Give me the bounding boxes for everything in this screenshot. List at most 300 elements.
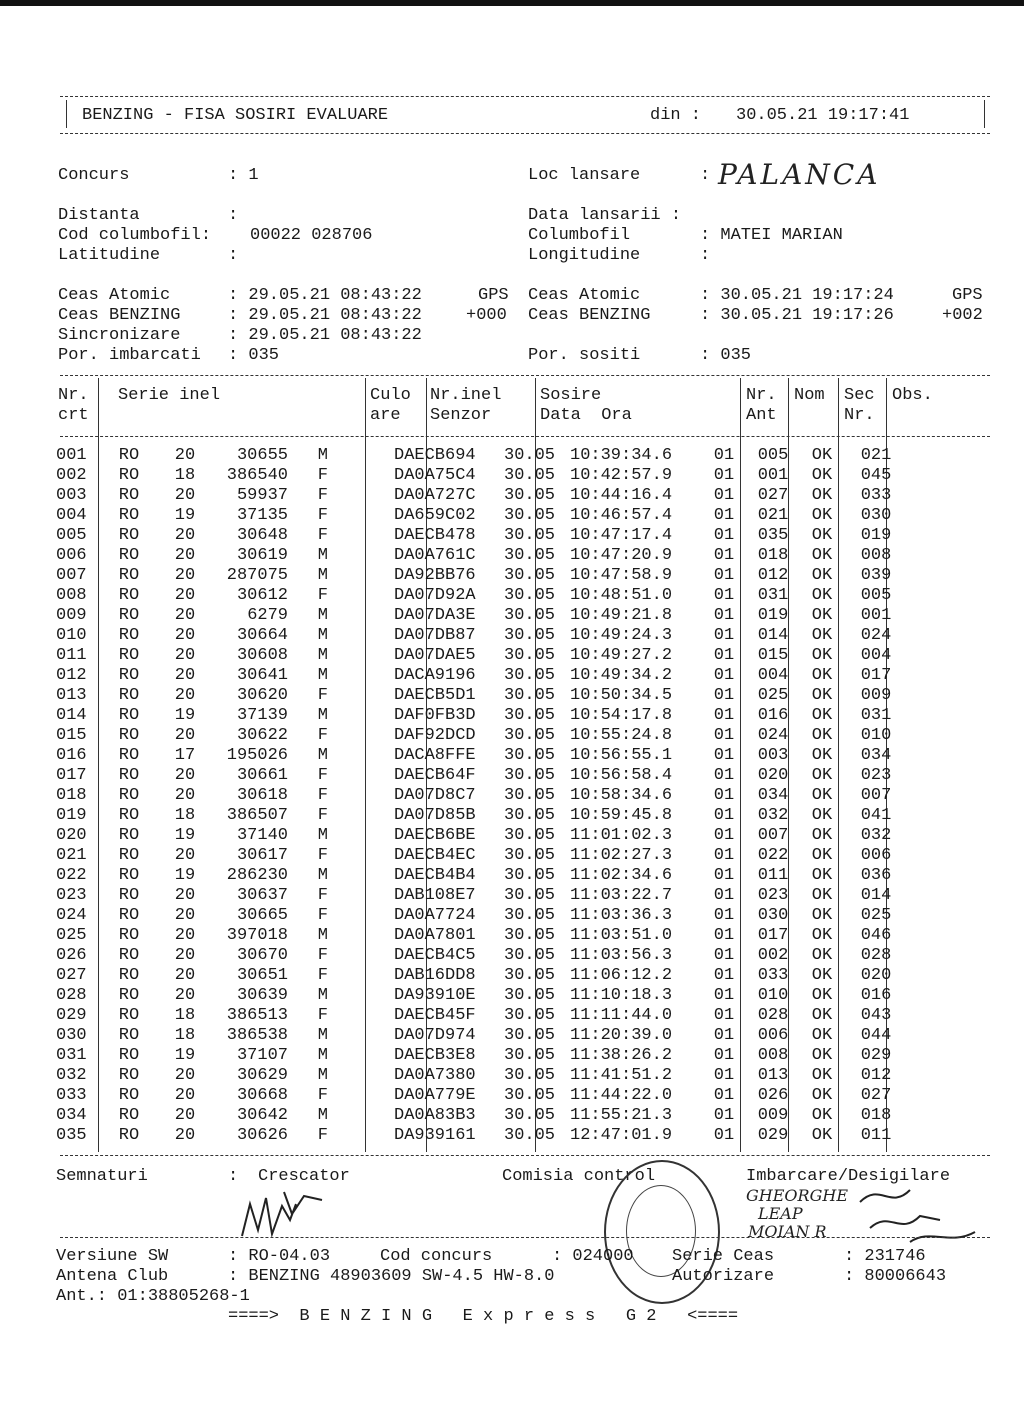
distanta-value: :	[228, 206, 239, 225]
col-ant-b: Ant	[746, 406, 777, 425]
row-ant: 01	[713, 1066, 735, 1085]
row-senzor: DAECB3E8	[394, 1046, 476, 1065]
row-nr: 004	[56, 506, 87, 525]
row-nom: 030	[757, 906, 789, 925]
clock-right-3-label: Por. sositi	[528, 346, 641, 365]
row-data: 30.05	[504, 1006, 556, 1025]
row-senzor: DA07D92A	[394, 586, 476, 605]
row-an: 20	[174, 906, 196, 925]
row-data: 30.05	[504, 626, 556, 645]
row-sex: F	[317, 586, 328, 605]
row-data: 30.05	[504, 806, 556, 825]
row-data: 30.05	[504, 506, 556, 525]
row-nom: 008	[757, 1046, 789, 1065]
row-nr: 014	[56, 706, 87, 725]
table-row	[56, 606, 906, 626]
row-obs: 010	[860, 726, 892, 745]
row-nom: 012	[757, 566, 789, 585]
row-culo	[328, 886, 390, 906]
row-inel: 30639	[236, 986, 288, 1005]
col-obs: Obs.	[892, 386, 933, 405]
footer-rule	[60, 1237, 990, 1238]
table-bottom-rule	[60, 1155, 990, 1156]
header-top-rule	[60, 96, 990, 97]
row-obs: 030	[860, 506, 892, 525]
row-senzor: DA07D8C7	[394, 786, 476, 805]
row-sex: M	[317, 746, 328, 765]
row-an: 20	[174, 526, 196, 545]
row-ora: 10:46:57.4	[570, 506, 673, 525]
row-inel: 30622	[236, 726, 288, 745]
row-data: 30.05	[504, 746, 556, 765]
latitudine-value: :	[228, 246, 239, 265]
semnaturi-label: Semnaturi	[56, 1167, 148, 1186]
row-culo	[328, 666, 390, 686]
row-nom: 002	[757, 946, 789, 965]
clock-left-2-suffix: +000	[466, 306, 507, 325]
row-data: 30.05	[504, 906, 556, 925]
benzing-express-line: ====> B E N Z I N G E x p r e s s G 2 <====	[228, 1307, 739, 1326]
table-row	[56, 646, 906, 666]
row-ora: 10:42:57.9	[570, 466, 673, 485]
row-nr: 016	[56, 746, 87, 765]
row-sex: M	[317, 926, 328, 945]
table-row	[56, 586, 906, 606]
row-ora: 11:41:51.2	[570, 1066, 673, 1085]
row-an: 19	[174, 706, 196, 725]
row-tara: RO	[118, 706, 140, 725]
row-sec: OK	[811, 706, 833, 725]
col-sec-a: Sec	[844, 386, 875, 405]
col-nom: Nom	[794, 386, 825, 405]
row-nom: 025	[757, 686, 789, 705]
row-sec: OK	[811, 506, 833, 525]
clock-left-3-value: : 29.05.21 08:43:22	[228, 326, 422, 345]
row-sex: F	[317, 886, 328, 905]
row-tara: RO	[118, 1126, 140, 1145]
row-obs: 018	[860, 1106, 892, 1125]
row-tara: RO	[118, 926, 140, 945]
row-an: 20	[174, 626, 196, 645]
clock-left-3-label: Sincronizare	[58, 326, 181, 345]
row-ant: 01	[713, 886, 735, 905]
row-ora: 10:48:51.0	[570, 586, 673, 605]
row-nom: 028	[757, 1006, 789, 1025]
row-nr: 011	[56, 646, 87, 665]
clock-left-4-value: : 035	[228, 346, 280, 365]
row-sec: OK	[811, 566, 833, 585]
serie-ceas-value: : 231746	[844, 1247, 926, 1266]
row-nom: 023	[757, 886, 789, 905]
row-data: 30.05	[504, 866, 556, 885]
row-obs: 004	[860, 646, 892, 665]
row-inel: 30612	[236, 586, 288, 605]
row-sex: F	[317, 786, 328, 805]
clock-right-1-label: Ceas Atomic	[528, 286, 641, 305]
row-data: 30.05	[504, 526, 556, 545]
row-culo	[328, 646, 390, 666]
row-obs: 045	[860, 466, 892, 485]
row-culo	[328, 1126, 390, 1146]
row-nr: 034	[56, 1106, 87, 1125]
row-senzor: DACA8FFE	[394, 746, 476, 765]
row-tara: RO	[118, 666, 140, 685]
versiune-label: Versiune SW	[56, 1247, 169, 1266]
row-tara: RO	[118, 446, 140, 465]
row-tara: RO	[118, 566, 140, 585]
row-an: 20	[174, 846, 196, 865]
clock-left-2-label: Ceas BENZING	[58, 306, 181, 325]
row-sec: OK	[811, 786, 833, 805]
arrivals-table-body	[56, 446, 906, 1146]
row-sex: M	[317, 626, 328, 645]
row-culo	[328, 586, 390, 606]
antena-label: Antena Club	[56, 1267, 169, 1286]
table-row	[56, 506, 906, 526]
row-tara: RO	[118, 586, 140, 605]
row-ant: 01	[713, 1126, 735, 1145]
row-ant: 01	[713, 546, 735, 565]
row-inel: 30641	[236, 666, 288, 685]
longitudine-label: Longitudine	[528, 246, 641, 265]
row-culo	[328, 926, 390, 946]
row-sec: OK	[811, 906, 833, 925]
row-culo	[328, 446, 390, 466]
arrivals-table	[56, 446, 906, 1146]
row-ant: 01	[713, 706, 735, 725]
row-obs: 024	[860, 626, 892, 645]
row-ant: 01	[713, 766, 735, 785]
table-row	[56, 1106, 906, 1126]
row-ant: 01	[713, 786, 735, 805]
row-sex: M	[317, 446, 328, 465]
table-top-rule	[60, 375, 990, 376]
clock-right-2-suffix: +002	[942, 306, 983, 325]
row-data: 30.05	[504, 446, 556, 465]
row-data: 30.05	[504, 566, 556, 585]
table-row	[56, 1026, 906, 1046]
row-senzor: DAECB4EC	[394, 846, 476, 865]
row-tara: RO	[118, 1106, 140, 1125]
row-sex: M	[317, 866, 328, 885]
row-sec: OK	[811, 626, 833, 645]
row-nr: 024	[56, 906, 87, 925]
row-sex: M	[317, 986, 328, 1005]
row-senzor: DA07DAE5	[394, 646, 476, 665]
row-data: 30.05	[504, 826, 556, 845]
row-sec: OK	[811, 606, 833, 625]
row-sec: OK	[811, 686, 833, 705]
row-ant: 01	[713, 806, 735, 825]
table-row	[56, 906, 906, 926]
row-sec: OK	[811, 926, 833, 945]
row-culo	[328, 726, 390, 746]
row-an: 20	[174, 966, 196, 985]
row-data: 30.05	[504, 926, 556, 945]
row-culo	[328, 906, 390, 926]
row-inel: 30651	[236, 966, 288, 985]
row-tara: RO	[118, 486, 140, 505]
table-row	[56, 946, 906, 966]
row-senzor: DACA9196	[394, 666, 476, 685]
row-inel: 386538	[226, 1026, 288, 1045]
row-nr: 026	[56, 946, 87, 965]
row-sex: M	[317, 646, 328, 665]
row-sec: OK	[811, 746, 833, 765]
row-nom: 015	[757, 646, 789, 665]
row-an: 19	[174, 826, 196, 845]
row-sec: OK	[811, 986, 833, 1005]
row-nom: 003	[757, 746, 789, 765]
row-data: 30.05	[504, 966, 556, 985]
row-culo	[328, 566, 390, 586]
row-culo	[328, 846, 390, 866]
row-ant: 01	[713, 466, 735, 485]
row-ant: 01	[713, 666, 735, 685]
row-obs: 008	[860, 546, 892, 565]
row-ora: 11:20:39.0	[570, 1026, 673, 1045]
row-tara: RO	[118, 946, 140, 965]
clock-right-1-value: : 30.05.21 19:17:24	[700, 286, 894, 305]
row-senzor: DA0A83B3	[394, 1106, 476, 1125]
clock-right-2-label: Ceas BENZING	[528, 306, 651, 325]
din-value: 30.05.21 19:17:41	[736, 106, 910, 125]
row-culo	[328, 1006, 390, 1026]
row-nom: 001	[757, 466, 789, 485]
row-data: 30.05	[504, 1026, 556, 1045]
row-an: 20	[174, 1086, 196, 1105]
row-data: 30.05	[504, 666, 556, 685]
row-inel: 30626	[236, 1126, 288, 1145]
row-an: 19	[174, 866, 196, 885]
row-ant: 01	[713, 1006, 735, 1025]
row-sex: F	[317, 506, 328, 525]
table-row	[56, 566, 906, 586]
row-senzor: DA0A7801	[394, 926, 476, 945]
table-row	[56, 1066, 906, 1086]
handwritten-name-1: GHEORGHE	[746, 1186, 848, 1205]
row-tara: RO	[118, 966, 140, 985]
row-an: 19	[174, 1046, 196, 1065]
table-row	[56, 926, 906, 946]
row-sec: OK	[811, 466, 833, 485]
row-culo	[328, 486, 390, 506]
cod-concurs-value: : 024000	[552, 1247, 634, 1266]
row-nr: 005	[56, 526, 87, 545]
data-lansarii-label: Data lansarii :	[528, 206, 682, 225]
col-sosire-b: Data Ora	[540, 406, 632, 425]
row-tara: RO	[118, 866, 140, 885]
row-ora: 11:01:02.3	[570, 826, 673, 845]
row-nom: 035	[757, 526, 789, 545]
clock-left-4-label: Por. imbarcati	[58, 346, 201, 365]
row-inel: 30661	[236, 766, 288, 785]
row-senzor: DAECB64F	[394, 766, 476, 785]
row-inel: 195026	[226, 746, 288, 765]
row-ora: 11:03:51.0	[570, 926, 673, 945]
row-an: 20	[174, 986, 196, 1005]
table-row	[56, 486, 906, 506]
row-ora: 10:47:58.9	[570, 566, 673, 585]
row-ora: 11:02:34.6	[570, 866, 673, 885]
row-ant: 01	[713, 926, 735, 945]
row-sex: F	[317, 686, 328, 705]
row-ora: 10:49:34.2	[570, 666, 673, 685]
row-ora: 10:49:27.2	[570, 646, 673, 665]
row-tara: RO	[118, 646, 140, 665]
table-row	[56, 666, 906, 686]
row-data: 30.05	[504, 946, 556, 965]
row-sec: OK	[811, 726, 833, 745]
row-nr: 002	[56, 466, 87, 485]
row-obs: 039	[860, 566, 892, 585]
row-senzor: DA07D85B	[394, 806, 476, 825]
row-culo	[328, 686, 390, 706]
row-sec: OK	[811, 866, 833, 885]
table-row	[56, 626, 906, 646]
row-culo	[328, 546, 390, 566]
row-ant: 01	[713, 686, 735, 705]
report-title: BENZING - FISA SOSIRI EVALUARE	[82, 106, 389, 125]
row-an: 20	[174, 446, 196, 465]
row-ora: 10:56:58.4	[570, 766, 673, 785]
row-senzor: DAECB4C5	[394, 946, 476, 965]
row-ant: 01	[713, 626, 735, 645]
row-obs: 027	[860, 1086, 892, 1105]
row-nom: 029	[757, 1126, 789, 1145]
row-obs: 044	[860, 1026, 892, 1045]
table-row	[56, 886, 906, 906]
header-left-rule	[66, 100, 67, 128]
header-bottom-rule	[60, 133, 990, 134]
row-sec: OK	[811, 486, 833, 505]
row-ora: 10:44:16.4	[570, 486, 673, 505]
imbarcare-label: Imbarcare/Desigilare	[746, 1167, 951, 1186]
clock-left-1-suffix: GPS	[478, 286, 509, 305]
row-sex: M	[317, 1066, 328, 1085]
row-inel: 30670	[236, 946, 288, 965]
table-row	[56, 986, 906, 1006]
row-tara: RO	[118, 1026, 140, 1045]
crescator-signature-stroke	[242, 1192, 322, 1236]
row-data: 30.05	[504, 1086, 556, 1105]
row-an: 17	[174, 746, 196, 765]
row-ant: 01	[713, 446, 735, 465]
row-culo	[328, 526, 390, 546]
row-obs: 020	[860, 966, 892, 985]
row-obs: 017	[860, 666, 892, 685]
table-row	[56, 686, 906, 706]
row-senzor: DAECB4B4	[394, 866, 476, 885]
row-tara: RO	[118, 906, 140, 925]
table-row	[56, 1046, 906, 1066]
row-obs: 005	[860, 586, 892, 605]
loc-lansare-label: Loc lansare	[528, 166, 641, 185]
table-row	[56, 846, 906, 866]
row-ora: 11:03:22.7	[570, 886, 673, 905]
row-inel: 30619	[236, 546, 288, 565]
row-ant: 01	[713, 506, 735, 525]
row-ora: 10:56:55.1	[570, 746, 673, 765]
table-row	[56, 1126, 906, 1146]
row-tara: RO	[118, 746, 140, 765]
loc-lansare-colon: :	[700, 166, 721, 185]
row-sec: OK	[811, 1106, 833, 1125]
row-sex: F	[317, 846, 328, 865]
row-nr: 023	[56, 886, 87, 905]
row-tara: RO	[118, 786, 140, 805]
row-obs: 007	[860, 786, 892, 805]
row-sex: M	[317, 1026, 328, 1045]
row-senzor: DA07D974	[394, 1026, 476, 1045]
row-senzor: DAECB6BE	[394, 826, 476, 845]
row-data: 30.05	[504, 706, 556, 725]
row-tara: RO	[118, 466, 140, 485]
row-senzor: DAF0FB3D	[394, 706, 476, 725]
row-obs: 011	[860, 1126, 892, 1145]
table-row	[56, 866, 906, 886]
clock-right-1-suffix: GPS	[952, 286, 983, 305]
row-sex: M	[317, 826, 328, 845]
row-ant: 01	[713, 866, 735, 885]
row-senzor: DA0A779E	[394, 1086, 476, 1105]
row-obs: 028	[860, 946, 892, 965]
row-nr: 032	[56, 1066, 87, 1085]
row-ora: 10:47:17.4	[570, 526, 673, 545]
row-obs: 023	[860, 766, 892, 785]
row-sec: OK	[811, 666, 833, 685]
row-nom: 016	[757, 706, 789, 725]
longitudine-value: :	[700, 246, 711, 265]
row-culo	[328, 746, 390, 766]
col-nrinel-a: Nr.inel	[430, 386, 502, 405]
row-sex: F	[317, 766, 328, 785]
row-nom: 020	[757, 766, 789, 785]
row-inel: 386513	[226, 1006, 288, 1025]
row-sec: OK	[811, 1066, 833, 1085]
row-inel: 59937	[236, 486, 288, 505]
row-sec: OK	[811, 526, 833, 545]
row-data: 30.05	[504, 766, 556, 785]
row-nom: 010	[757, 986, 789, 1005]
col-culo-a: Culo	[370, 386, 411, 405]
row-sec: OK	[811, 966, 833, 985]
row-senzor: DA0A7380	[394, 1066, 476, 1085]
row-nr: 001	[56, 446, 87, 465]
row-ant: 01	[713, 566, 735, 585]
row-senzor: DAECB5D1	[394, 686, 476, 705]
row-an: 20	[174, 666, 196, 685]
row-culo	[328, 606, 390, 626]
row-sex: M	[317, 606, 328, 625]
semnaturi-colon: :	[228, 1167, 239, 1186]
row-an: 20	[174, 766, 196, 785]
row-sec: OK	[811, 1006, 833, 1025]
row-an: 20	[174, 686, 196, 705]
row-senzor: DAF92DCD	[394, 726, 476, 745]
row-obs: 041	[860, 806, 892, 825]
row-an: 20	[174, 726, 196, 745]
clock-left-1-label: Ceas Atomic	[58, 286, 171, 305]
antena-value: : BENZING 48903609 SW-4.5 HW-8.0	[228, 1267, 555, 1286]
row-sex: M	[317, 1046, 328, 1065]
row-inel: 287075	[226, 566, 288, 585]
row-sec: OK	[811, 586, 833, 605]
row-data: 30.05	[504, 786, 556, 805]
row-data: 30.05	[504, 1046, 556, 1065]
row-an: 20	[174, 1066, 196, 1085]
col-ant-a: Nr.	[746, 386, 777, 405]
